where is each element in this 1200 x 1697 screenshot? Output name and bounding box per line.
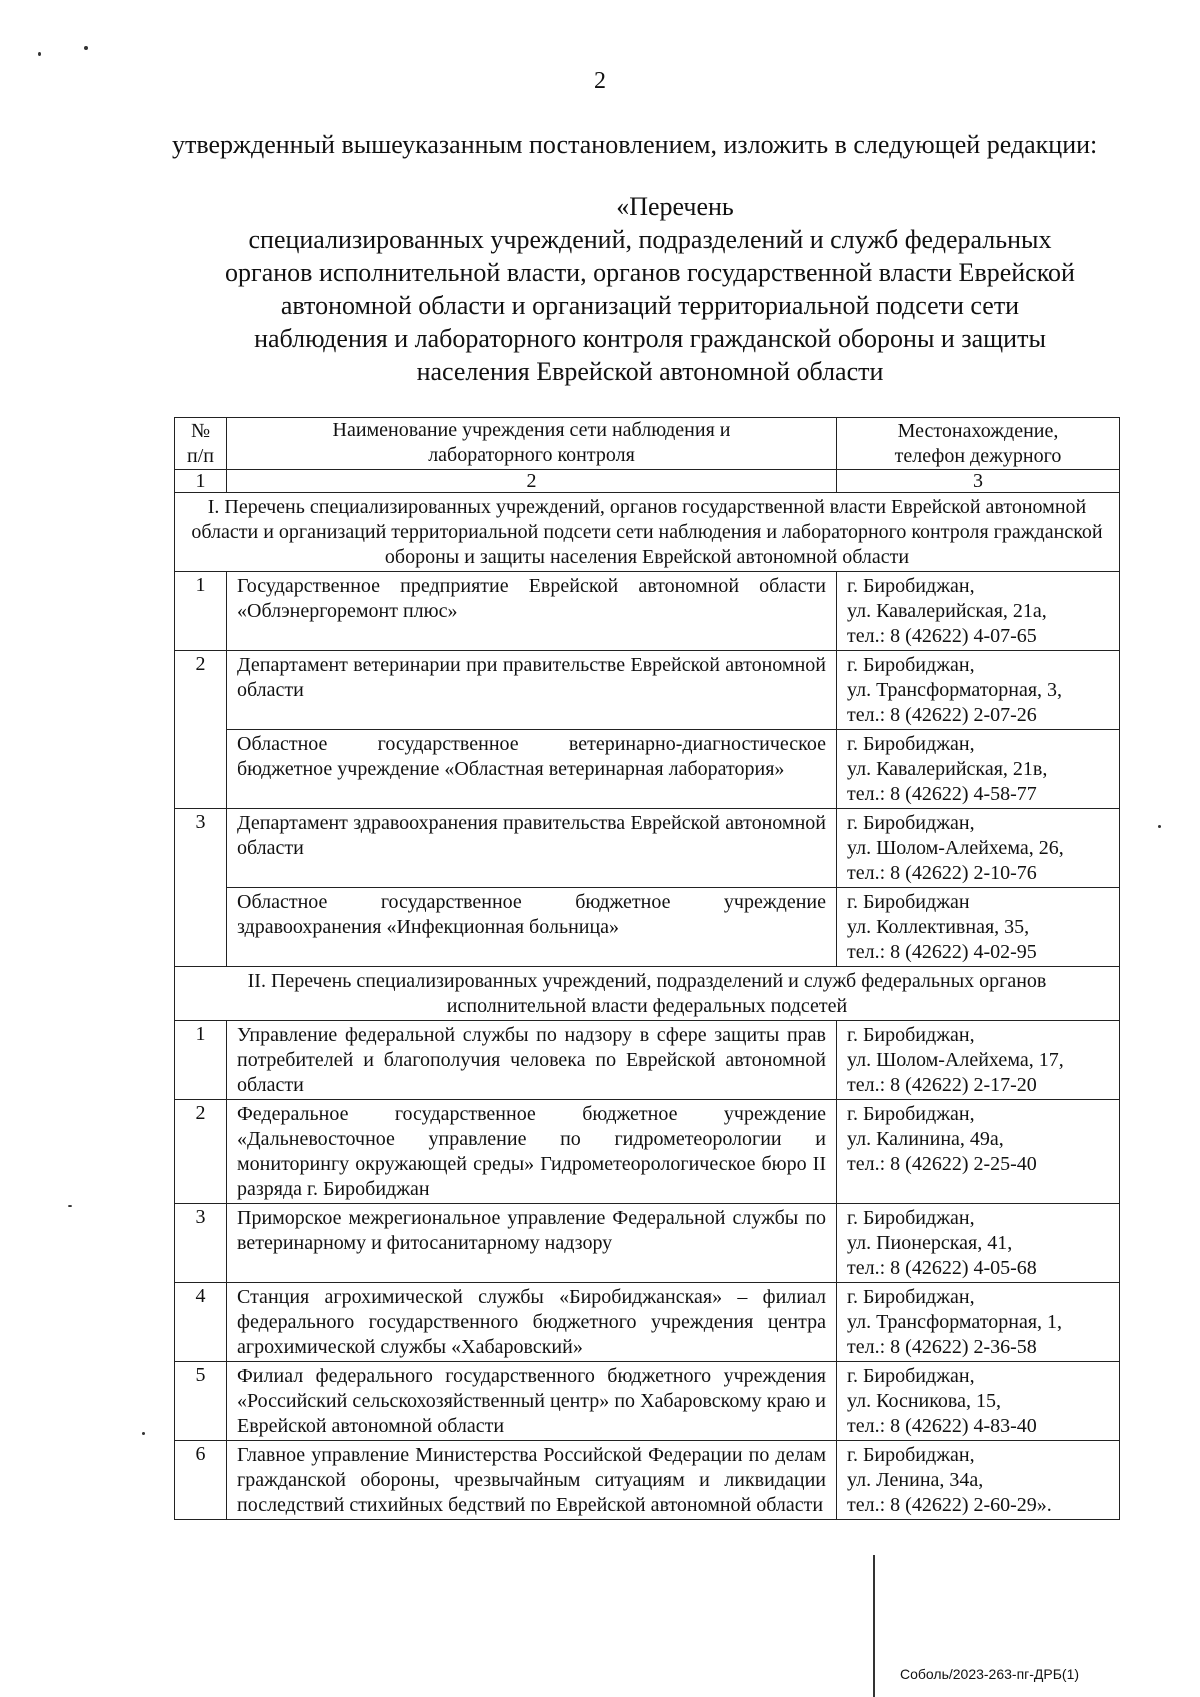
- address-line: тел.: 8 (42622) 2-60-29».: [847, 1494, 1052, 1516]
- institution-name: Филиал федерального государственного бюджетного учреждения «Российский сельскохозяйственный центр» по Хабаровскому краю и Еврейской автономной области: [227, 1362, 837, 1441]
- institution-address: [837, 572, 1120, 651]
- address-line: ул. Шолом-Алейхема, 17,: [847, 1049, 1064, 1071]
- address-line: ул. Пионерская, 41,: [847, 1232, 1013, 1254]
- address-line: г. Биробиджан,: [847, 654, 975, 676]
- address-line: ул. Трансформаторная, 3,: [847, 679, 1063, 701]
- row-number: [175, 730, 227, 809]
- institution-name: Станция агрохимической службы «Биробиджанская» – филиал федерального государственного бюджетного учреждения центра агрохимической службы «Хабаровский»: [227, 1283, 837, 1362]
- row-number: 2: [175, 1100, 227, 1204]
- section-title: I. Перечень специализированных учреждений, органов государственной власти Еврейской автономной области и организаций территориальной подсети сети наблюдения и лабораторного контроля гражданской обороны и защиты населения Еврейской автономной области: [175, 493, 1120, 572]
- institution-name: Управление федеральной службы по надзору в сфере защиты прав потребителей и благополучия человека по Еврейской автономной области: [227, 1021, 837, 1100]
- institution-name: Департамент здравоохранения правительства Еврейской автономной области: [227, 809, 837, 888]
- address-line: тел.: 8 (42622) 2-25-40: [847, 1153, 1037, 1175]
- institution-name: Государственное предприятие Еврейской автономной области «Облэнергоремонт плюс»: [227, 572, 837, 651]
- institution-address: [837, 730, 1120, 809]
- institution-name: Областное государственное ветеринарно-диагностическое бюджетное учреждение «Областная ветеринарная лаборатория»: [227, 730, 837, 809]
- institution-name: Федеральное государственное бюджетное учреждение «Дальневосточное управление по гидрометеорологии и мониторингу окружающей среды» Гидрометеорологическое бюро II разряда г. Биробиджан: [227, 1100, 837, 1204]
- address-line: тел.: 8 (42622) 2-07-26: [847, 704, 1037, 726]
- row-number: 1: [175, 572, 227, 651]
- title-line: специализированных учреждений, подразделений и служб федеральных: [248, 225, 1052, 254]
- title-line: «Перечень: [616, 192, 734, 221]
- table-header-row: [175, 418, 1120, 470]
- table-row: [175, 809, 1120, 888]
- title-line: наблюдения и лабораторного контроля гражданской обороны и защиты: [254, 324, 1046, 353]
- institution-address: [837, 809, 1120, 888]
- header-name: Наименование учреждения сети наблюдения и лабораторного контроля: [227, 418, 837, 470]
- address-line: г. Биробиджан,: [847, 733, 975, 755]
- header-address-line: Местонахождение,: [897, 420, 1059, 442]
- registry-table: [174, 417, 1120, 1520]
- row-number: 6: [175, 1441, 227, 1520]
- row-number: 5: [175, 1362, 227, 1441]
- table-row: [175, 651, 1120, 730]
- section-2-body: [175, 1021, 1120, 1520]
- institution-name: Приморское межрегиональное управление Федеральной службы по ветеринарному и фитосанитарному надзору: [227, 1204, 837, 1283]
- column-number: 1: [175, 470, 227, 493]
- scan-speck: [38, 52, 41, 56]
- address-line: тел.: 8 (42622) 4-58-77: [847, 783, 1037, 805]
- header-number-line: №: [190, 420, 211, 442]
- row-number: [175, 888, 227, 967]
- page-number: 2: [594, 68, 606, 94]
- table-row: [175, 1021, 1120, 1100]
- institution-address: [837, 651, 1120, 730]
- table-row: [175, 730, 1120, 809]
- row-number: 1: [175, 1021, 227, 1100]
- table-row: [175, 1441, 1120, 1520]
- address-line: ул. Косникова, 15,: [847, 1390, 1001, 1412]
- header-address: [837, 418, 1120, 470]
- address-line: г. Биробиджан: [847, 891, 970, 913]
- scan-speck: [84, 46, 88, 50]
- section-header-row: [175, 967, 1120, 1021]
- institution-address: [837, 1283, 1120, 1362]
- row-number: 4: [175, 1283, 227, 1362]
- address-line: ул. Ленина, 34а,: [847, 1469, 984, 1491]
- section-title: II. Перечень специализированных учреждений, подразделений и служб федеральных органов исполнительной власти федеральных подсетей: [175, 967, 1120, 1021]
- column-number: 3: [837, 470, 1120, 493]
- column-number: 2: [227, 470, 837, 493]
- table-row: [175, 888, 1120, 967]
- title-line: населения Еврейской автономной области: [416, 357, 884, 386]
- row-number: 3: [175, 1204, 227, 1283]
- intro-paragraph: утвержденный вышеуказанным постановлением, изложить в следующей редакции:: [172, 130, 1098, 159]
- row-number: 3: [175, 809, 227, 888]
- address-line: тел.: 8 (42622) 2-10-76: [847, 862, 1037, 884]
- table-row: [175, 1362, 1120, 1441]
- address-line: г. Биробиджан,: [847, 1024, 975, 1046]
- scan-speck: [142, 1432, 145, 1435]
- address-line: г. Биробиджан,: [847, 1286, 975, 1308]
- address-line: г. Биробиджан,: [847, 1103, 975, 1125]
- address-line: тел.: 8 (42622) 2-17-20: [847, 1074, 1037, 1096]
- header-number-line: п/п: [187, 445, 214, 467]
- scan-speck: [68, 1205, 72, 1207]
- title-line: автономной области и организаций территориальной подсети сети: [280, 291, 1020, 320]
- address-line: тел.: 8 (42622) 4-05-68: [847, 1257, 1037, 1279]
- address-line: ул. Кавалерийская, 21в,: [847, 758, 1048, 780]
- address-line: г. Биробиджан,: [847, 1365, 975, 1387]
- address-line: тел.: 8 (42622) 4-07-65: [847, 625, 1037, 647]
- table-row: [175, 572, 1120, 651]
- document-title: [160, 190, 1140, 388]
- address-line: ул. Шолом-Алейхема, 26,: [847, 837, 1064, 859]
- address-line: тел.: 8 (42622) 2-36-58: [847, 1336, 1037, 1358]
- address-line: тел.: 8 (42622) 4-02-95: [847, 941, 1037, 963]
- address-line: ул. Калинина, 49а,: [847, 1128, 1004, 1150]
- address-line: г. Биробиджан,: [847, 1444, 975, 1466]
- institution-address: [837, 888, 1120, 967]
- address-line: ул. Трансформаторная, 1,: [847, 1311, 1063, 1333]
- institution-address: [837, 1021, 1120, 1100]
- document-code: Соболь/2023-263-пг-ДРБ(1): [900, 1666, 1080, 1682]
- row-number: 2: [175, 651, 227, 730]
- title-line: органов исполнительной власти, органов государственной власти Еврейской: [225, 258, 1075, 287]
- address-line: ул. Кавалерийская, 21а,: [847, 600, 1047, 622]
- table-row: [175, 1283, 1120, 1362]
- margin-line: [873, 1555, 875, 1697]
- institution-address: [837, 1204, 1120, 1283]
- section-header-row: [175, 493, 1120, 572]
- table-row: [175, 1204, 1120, 1283]
- institution-name: Областное государственное бюджетное учреждение здравоохранения «Инфекционная больница»: [227, 888, 837, 967]
- institution-address: [837, 1441, 1120, 1520]
- institution-name: Департамент ветеринарии при правительстве Еврейской автономной области: [227, 651, 837, 730]
- address-line: г. Биробиджан,: [847, 575, 975, 597]
- header-address-line: телефон дежурного: [894, 445, 1062, 467]
- address-line: г. Биробиджан,: [847, 812, 975, 834]
- scan-speck: [1158, 825, 1161, 828]
- address-line: г. Биробиджан,: [847, 1207, 975, 1229]
- institution-address: [837, 1362, 1120, 1441]
- institution-name: Главное управление Министерства Российской Федерации по делам гражданской обороны, чрезвычайным ситуациям и ликвидации последствий стихийных бедствий по Еврейской автономной области: [227, 1441, 837, 1520]
- header-number: [175, 418, 227, 470]
- address-line: тел.: 8 (42622) 4-83-40: [847, 1415, 1037, 1437]
- address-line: ул. Коллективная, 35,: [847, 916, 1030, 938]
- column-numbers-row: [175, 470, 1120, 493]
- institution-address: [837, 1100, 1120, 1204]
- table-row: [175, 1100, 1120, 1204]
- section-1-body: [175, 572, 1120, 967]
